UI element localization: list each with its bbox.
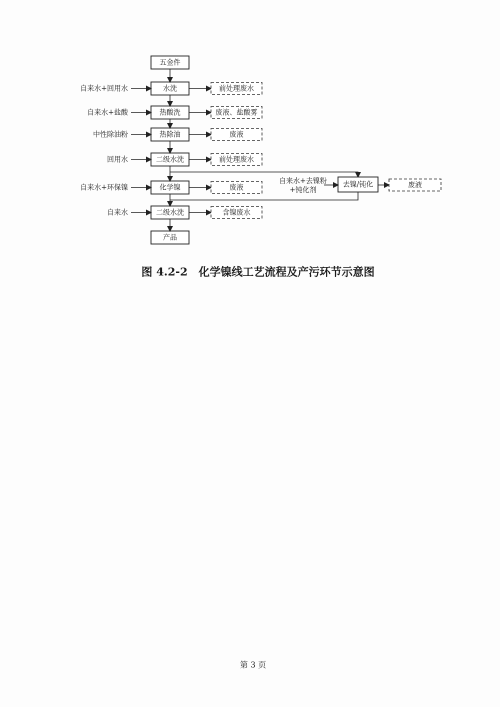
step-label: 二级水洗 [156,155,184,164]
step-label: 热除油 [159,130,181,139]
output-label: 前处理废水 [219,84,254,93]
output-pretreatment-wastewater-1 [189,83,262,95]
input-tap-water [107,208,151,217]
step-label: 二级水洗 [156,208,184,217]
output-label: 废液、盐酸雾 [215,108,258,117]
step-hot-degrease [151,128,189,141]
side-input-label-line1: 自来水+去镍粉 [279,177,327,185]
input-reuse-water [107,155,151,164]
step-two-stage-rinse-2 [151,206,189,219]
input-label: 自来水+环保镍 [80,183,128,192]
loop-line-out [170,172,358,177]
input-tap-and-reuse-water [80,84,151,93]
output-label: 废液 [229,130,244,139]
output-label: 含镍废水 [222,208,251,217]
side-process-label: 去镍/钝化 [342,180,374,189]
input-label: 自来水 [107,208,128,217]
input-tap-water-eco-nickel [80,183,151,192]
step-water-rinse [151,82,189,95]
step-label: 热酸洗 [159,108,181,117]
side-input-label-line2: +钝化剂 [289,186,317,194]
input-label: 自来水+盐酸 [87,108,128,117]
output-waste-liquid-acid-mist [189,107,262,119]
step-two-stage-rinse-1 [151,153,189,166]
output-label: 废液 [229,183,244,192]
step-chemical-nickel [151,181,189,194]
input-neutral-degreaser [93,130,151,139]
page-number: 第 3 页 [239,660,267,670]
input-tap-water-hydrochloric-acid [87,108,151,117]
output-pretreatment-wastewater-2 [189,154,262,166]
step-label: 五金件 [159,58,181,67]
side-output-label: 废液 [408,181,422,189]
step-label: 产品 [163,233,177,242]
output-waste-liquid-1 [189,129,262,141]
step-hot-acid-wash [151,106,189,119]
step-label: 水洗 [163,84,177,93]
loop-line-return [170,192,358,200]
input-label: 中性除油粉 [93,130,128,139]
step-label: 化学镍 [159,183,181,192]
output-waste-liquid-2 [189,182,262,194]
input-label: 自来水+回用水 [80,84,128,93]
process-flow-diagram [80,56,441,244]
step-parts [151,56,189,69]
output-label: 前处理废水 [219,155,254,164]
output-nickel-wastewater [189,207,262,219]
step-product [151,231,189,244]
input-label: 回用水 [107,155,128,164]
figure-caption: 图 4.2-2 化学镍线工艺流程及产污环节示意图 [141,265,375,279]
